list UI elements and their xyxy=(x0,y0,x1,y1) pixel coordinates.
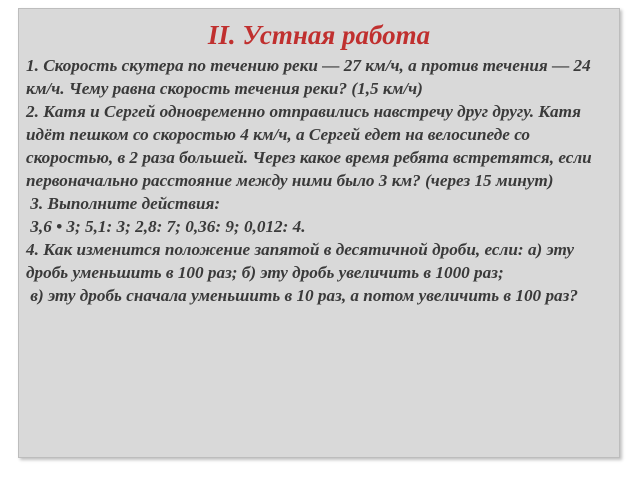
slide-body xyxy=(26,54,618,307)
task-4-part-v: в) эту дробь сначала уменьшить в 10 раз, а потом увеличить в 100 раз? xyxy=(26,286,578,305)
task-3-heading: 3. Выполните действия: xyxy=(26,194,221,213)
task-2-text: 2. Катя и Сергей одновременно отправились навстречу друг другу. Катя идёт пешком со скоростью 4 км/ч, а Сергей едет на велосипеде со скоростью, в 2 раза большей. Через какое время ребята встретятся, если первоначально расстояние между ними было 3 км? (через 15 минут) xyxy=(26,102,592,190)
slide-title: II. Устная работа xyxy=(207,20,431,50)
task-4-text: 4. Как изменится положение запятой в десятичной дроби, если: а) эту дробь уменьшить в 100 раз; б) эту дробь увеличить в 1000 раз; xyxy=(26,240,575,282)
slide xyxy=(18,8,620,458)
task-3-expressions: 3,6 • 3; 5,1: 3; 2,8: 7; 0,36: 9; 0,012: 4. xyxy=(26,217,306,236)
task-1-text: 1. Скорость скутера по течению реки — 27 км/ч, а против течения — 24 км/ч. Чему равна скорость течения реки? (1,5 км/ч) xyxy=(26,56,591,98)
